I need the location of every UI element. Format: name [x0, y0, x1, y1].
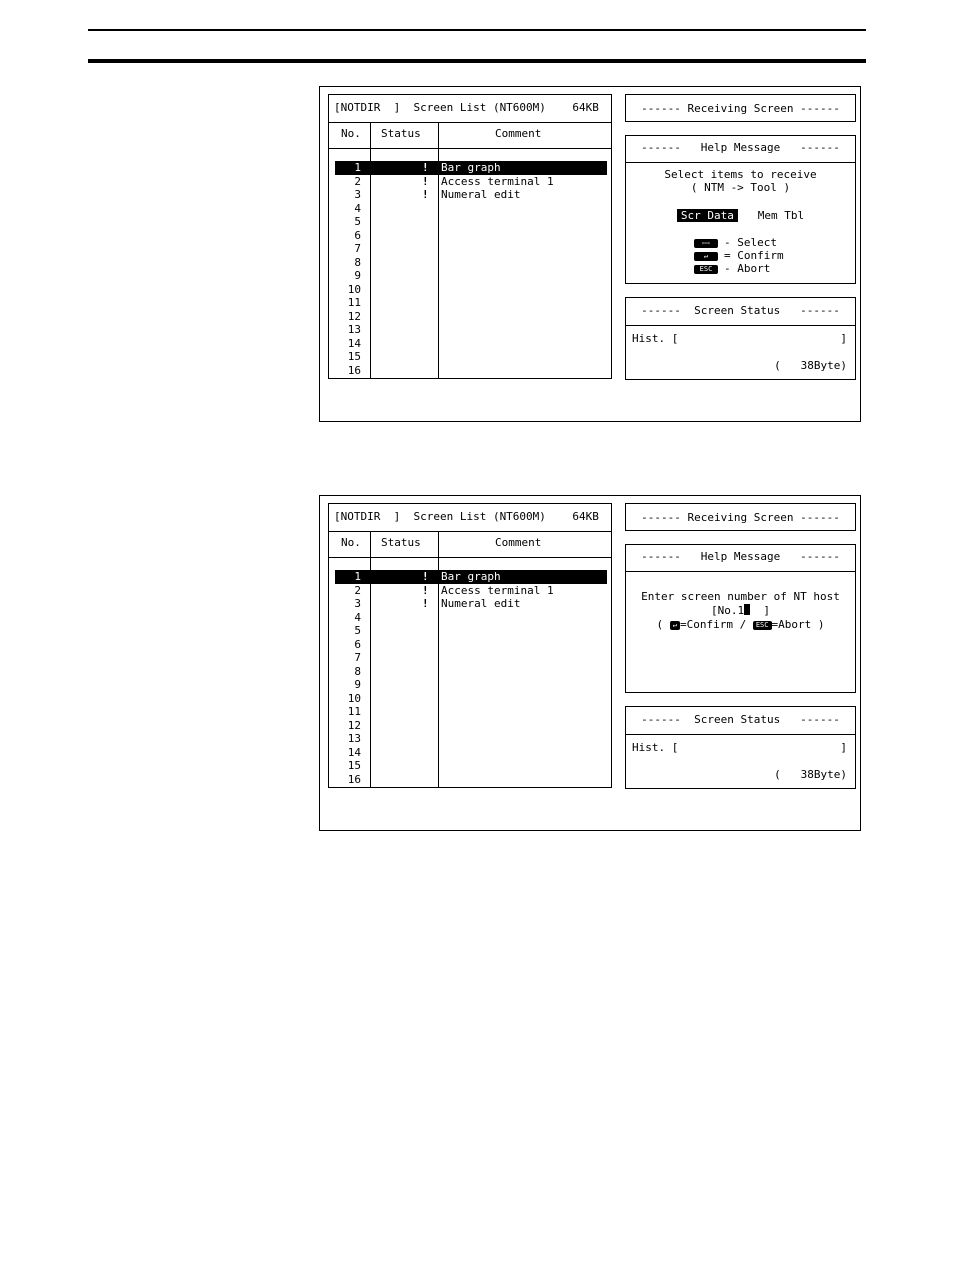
- byte-size: ( 38Byte): [774, 359, 847, 372]
- table-row[interactable]: [335, 773, 607, 787]
- divider: [626, 325, 855, 326]
- row-number: 7: [354, 651, 361, 664]
- screen-list-title: [NOTDIR ] Screen List (NT600M) 64KB: [334, 101, 599, 114]
- row-number: 1: [354, 570, 361, 583]
- row-number: 3: [354, 597, 361, 610]
- row-number: 9: [354, 269, 361, 282]
- row-number: 10: [347, 691, 361, 705]
- row-number: 8: [354, 255, 361, 269]
- input-bracket: ]: [750, 604, 770, 617]
- row-number: 15: [347, 759, 361, 772]
- option-scr-data[interactable]: Scr Data: [677, 209, 738, 222]
- receiving-screen-panel: [625, 503, 856, 531]
- column-header-comment: Comment: [495, 127, 542, 140]
- table-row[interactable]: [335, 584, 607, 598]
- column-header-no: No.: [341, 536, 361, 549]
- row-number: 11: [347, 705, 361, 718]
- divider: [626, 571, 855, 572]
- row-number: 4: [354, 201, 361, 215]
- screen-list-panel: [328, 94, 612, 379]
- table-row[interactable]: [335, 202, 607, 216]
- row-status: !: [422, 597, 429, 610]
- table-row[interactable]: [335, 692, 607, 706]
- screenshot-receive-select: [319, 86, 861, 422]
- screen-number-value: [No.1: [711, 604, 745, 617]
- hint-abort: =Abort ): [771, 618, 825, 631]
- header-rule-thin: [88, 29, 866, 31]
- help-message-title: ------ Help Message ------: [641, 141, 840, 154]
- row-number: 11: [347, 296, 361, 309]
- column-header-status: Status: [381, 127, 421, 140]
- hist-close: ]: [840, 741, 847, 754]
- divider: [626, 734, 855, 735]
- option-mem-tbl[interactable]: Mem Tbl: [757, 209, 805, 222]
- hist-close: ]: [840, 332, 847, 345]
- row-number: 12: [347, 718, 361, 732]
- column-header-status: Status: [381, 536, 421, 549]
- row-number: 15: [347, 350, 361, 363]
- legend-abort-text: - Abort: [724, 262, 771, 275]
- table-row[interactable]: [335, 638, 607, 652]
- help-message-panel: [625, 135, 856, 284]
- row-number: 14: [347, 336, 361, 350]
- legend-select-text: - Select: [724, 236, 777, 249]
- divider: [626, 162, 855, 163]
- table-row[interactable]: [335, 719, 607, 733]
- divider: [329, 531, 611, 532]
- row-comment: Bar graph: [441, 161, 501, 174]
- enter-key-icon: ↵: [670, 621, 680, 630]
- table-row[interactable]: [335, 323, 607, 337]
- esc-key-icon: ESC: [694, 265, 718, 274]
- row-number: 16: [347, 363, 361, 377]
- table-row[interactable]: [335, 215, 607, 229]
- table-row[interactable]: [335, 296, 607, 310]
- row-number: 3: [354, 188, 361, 201]
- table-row[interactable]: [335, 705, 607, 719]
- row-number: 12: [347, 309, 361, 323]
- hint-confirm: =Confirm /: [679, 618, 747, 631]
- hist-label: Hist. [: [632, 332, 679, 345]
- column-header-comment: Comment: [495, 536, 542, 549]
- table-row[interactable]: [335, 229, 607, 243]
- row-number: 14: [347, 745, 361, 759]
- row-status: !: [422, 188, 429, 201]
- row-status: !: [422, 161, 429, 174]
- hint-open: (: [656, 618, 664, 631]
- divider: [329, 148, 611, 149]
- legend-confirm: [694, 249, 784, 262]
- legend-abort: [694, 262, 770, 275]
- help-text-line: Select items to receive: [664, 168, 817, 181]
- receiving-screen-title: ------ Receiving Screen ------: [641, 102, 840, 115]
- screenshot-receive-prompt: [319, 495, 861, 831]
- screen-status-title: ------ Screen Status ------: [641, 304, 840, 317]
- row-number: 1: [354, 161, 361, 174]
- row-number: 2: [354, 174, 361, 188]
- legend-confirm-text: = Confirm: [724, 249, 784, 262]
- table-row[interactable]: [335, 161, 607, 175]
- row-comment: Numeral edit: [441, 597, 521, 610]
- row-status: !: [422, 583, 429, 597]
- table-row[interactable]: [335, 570, 607, 584]
- row-comment: Access terminal 1: [441, 174, 554, 188]
- screen-list-panel: [328, 503, 612, 788]
- table-row[interactable]: [335, 242, 607, 256]
- row-number: 2: [354, 583, 361, 597]
- row-number: 8: [354, 664, 361, 678]
- legend-select: [694, 236, 777, 249]
- table-row[interactable]: [335, 651, 607, 665]
- table-row[interactable]: [335, 665, 607, 679]
- column-header-no: No.: [341, 127, 361, 140]
- table-row[interactable]: [335, 678, 607, 692]
- divider: [329, 122, 611, 123]
- screen-list-rows: [335, 570, 607, 786]
- arrow-keys-icon: ⇦⇨: [694, 239, 718, 248]
- row-number: 6: [354, 637, 361, 651]
- receiving-screen-title: ------ Receiving Screen ------: [641, 511, 840, 524]
- row-number: 16: [347, 772, 361, 786]
- screen-list-title: [NOTDIR ] Screen List (NT600M) 64KB: [334, 510, 599, 523]
- row-number: 4: [354, 610, 361, 624]
- screen-status-panel: [625, 706, 856, 789]
- table-row[interactable]: [335, 597, 607, 611]
- table-row[interactable]: [335, 310, 607, 324]
- divider: [329, 557, 611, 558]
- row-comment: Access terminal 1: [441, 583, 554, 597]
- table-row[interactable]: [335, 611, 607, 625]
- table-row[interactable]: [335, 350, 607, 364]
- header-rule-thick: [88, 59, 866, 63]
- row-number: 5: [354, 215, 361, 228]
- table-row[interactable]: [335, 746, 607, 760]
- row-number: 10: [347, 282, 361, 296]
- byte-size: ( 38Byte): [774, 768, 847, 781]
- row-comment: Numeral edit: [441, 188, 521, 201]
- table-row[interactable]: [335, 337, 607, 351]
- screen-status-title: ------ Screen Status ------: [641, 713, 840, 726]
- row-status: !: [422, 570, 429, 583]
- row-comment: Bar graph: [441, 570, 501, 583]
- table-row[interactable]: [335, 364, 607, 378]
- help-text-line: ( NTM -> Tool ): [690, 181, 791, 194]
- enter-key-icon: ↵: [694, 252, 718, 261]
- table-row[interactable]: [335, 283, 607, 297]
- row-number: 13: [347, 732, 361, 745]
- table-row[interactable]: [335, 175, 607, 189]
- hist-label: Hist. [: [632, 741, 679, 754]
- row-status: !: [422, 174, 429, 188]
- row-number: 9: [354, 678, 361, 691]
- screen-list-rows: [335, 161, 607, 377]
- table-row[interactable]: [335, 759, 607, 773]
- row-number: 5: [354, 624, 361, 637]
- prompt-text: Enter screen number of NT host: [641, 590, 840, 603]
- help-message-panel: [625, 544, 856, 693]
- prompt-key-hint: [626, 618, 855, 631]
- screen-status-panel: [625, 297, 856, 380]
- table-row[interactable]: [335, 269, 607, 283]
- screen-number-input[interactable]: [626, 604, 855, 617]
- table-row[interactable]: [335, 732, 607, 746]
- help-message-title: ------ Help Message ------: [641, 550, 840, 563]
- table-row[interactable]: [335, 624, 607, 638]
- table-row[interactable]: [335, 188, 607, 202]
- row-number: 13: [347, 323, 361, 336]
- row-number: 7: [354, 242, 361, 255]
- receive-options: [626, 209, 855, 222]
- row-number: 6: [354, 228, 361, 242]
- esc-key-icon: ESC: [753, 621, 772, 630]
- receiving-screen-panel: [625, 94, 856, 122]
- table-row[interactable]: [335, 256, 607, 270]
